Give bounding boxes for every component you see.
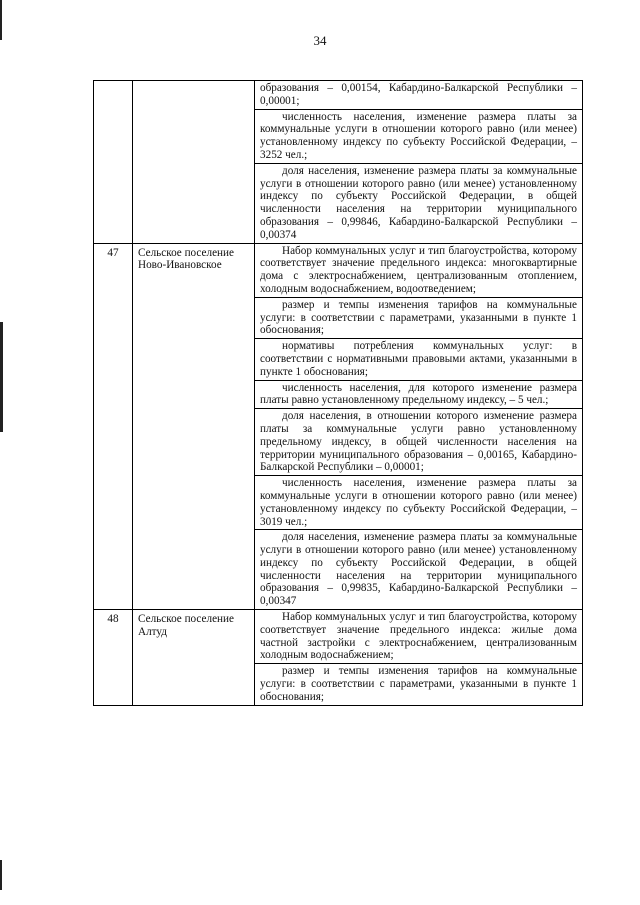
- description-paragraph: образования – 0,00154, Кабардино-Балкарской Республики – 0,00001;: [260, 82, 577, 107]
- settlement-name-cell: Сельское поселение Алтуд: [133, 610, 255, 706]
- description-paragraph: Набор коммунальных услуг и тип благоустройства, которому соответствует значение предельного индекса: многоквартирные дома с электроснабжением, централизованным отоплением, холодным водоснабжением, водоотведением;: [260, 244, 577, 295]
- description-cell: [255, 243, 583, 610]
- description-paragraph: Набор коммунальных услуг и тип благоустройства, которому соответствует значение предельного индекса: жилые дома частной застройки с электроснабжением, централизованным холодным водоснабжением;: [260, 611, 577, 662]
- scan-mark-left: [0, 322, 3, 432]
- table-row: [94, 610, 583, 706]
- description-paragraph: доля населения, в отношении которого изменение размера платы за коммунальные услуги равно установленному предельному индексу, в общей численности населения на территории муниципального образования – 0,00165, Кабардино-Балкарской Республики – 0,00001;: [255, 408, 582, 475]
- description-cell: [255, 81, 583, 244]
- row-number-cell: 48: [94, 610, 133, 706]
- description-paragraph: размер и темпы изменения тарифов на коммунальные услуги: в соответствии с параметрами, указанными в пункте 1 обоснования;: [255, 297, 582, 338]
- description-paragraph: численность населения, для которого изменение размера платы равно установленному предельному индексу, – 5 чел.;: [255, 380, 582, 409]
- description-paragraph: численность населения, изменение размера платы за коммунальные услуги в отношении которого равно (или менее) установленному индексу по субъекту Российской Федерации, – 3019 чел.;: [255, 475, 582, 529]
- description-paragraph: нормативы потребления коммунальных услуг: в соответствии с нормативными правовыми актами, указанными в пункте 1 обоснования;: [255, 338, 582, 379]
- scan-mark-bottom: [0, 860, 2, 890]
- page-number: 34: [313, 33, 327, 48]
- description-paragraph: доля населения, изменение размера платы за коммунальные услуги в отношении которого равно (или менее) установленному индексу по субъекту Российской Федерации, в общей численности населения на территории муниципального образования – 0,99846, Кабардино-Балкарской Республики – 0,00374: [255, 163, 582, 243]
- description-paragraph: размер и темпы изменения тарифов на коммунальные услуги: в соответствии с параметрами, указанными в пункте 1 обоснования;: [255, 663, 582, 704]
- description-paragraph: численность населения, изменение размера платы за коммунальные услуги в отношении которого равно (или менее) установленному индексу по субъекту Российской Федерации, – 3252 чел.;: [255, 109, 582, 163]
- row-number-cell: [94, 81, 133, 244]
- table-row: [94, 81, 583, 244]
- tariff-table: [93, 80, 583, 706]
- settlement-name-cell: [133, 81, 255, 244]
- description-paragraph: доля населения, изменение размера платы за коммунальные услуги в отношении которого равно (или менее) установленному индексу по субъекту Российской Федерации, в общей численности населения на территории муниципального образования – 0,99835, Кабардино-Балкарской Республики – 0,00347: [255, 529, 582, 609]
- settlement-name-cell: Сельское поселение Ново-Ивановское: [133, 243, 255, 610]
- scan-mark-top: [0, 0, 2, 40]
- row-number-cell: 47: [94, 243, 133, 610]
- table-row: [94, 243, 583, 610]
- table-body: [94, 81, 583, 706]
- description-cell: [255, 610, 583, 706]
